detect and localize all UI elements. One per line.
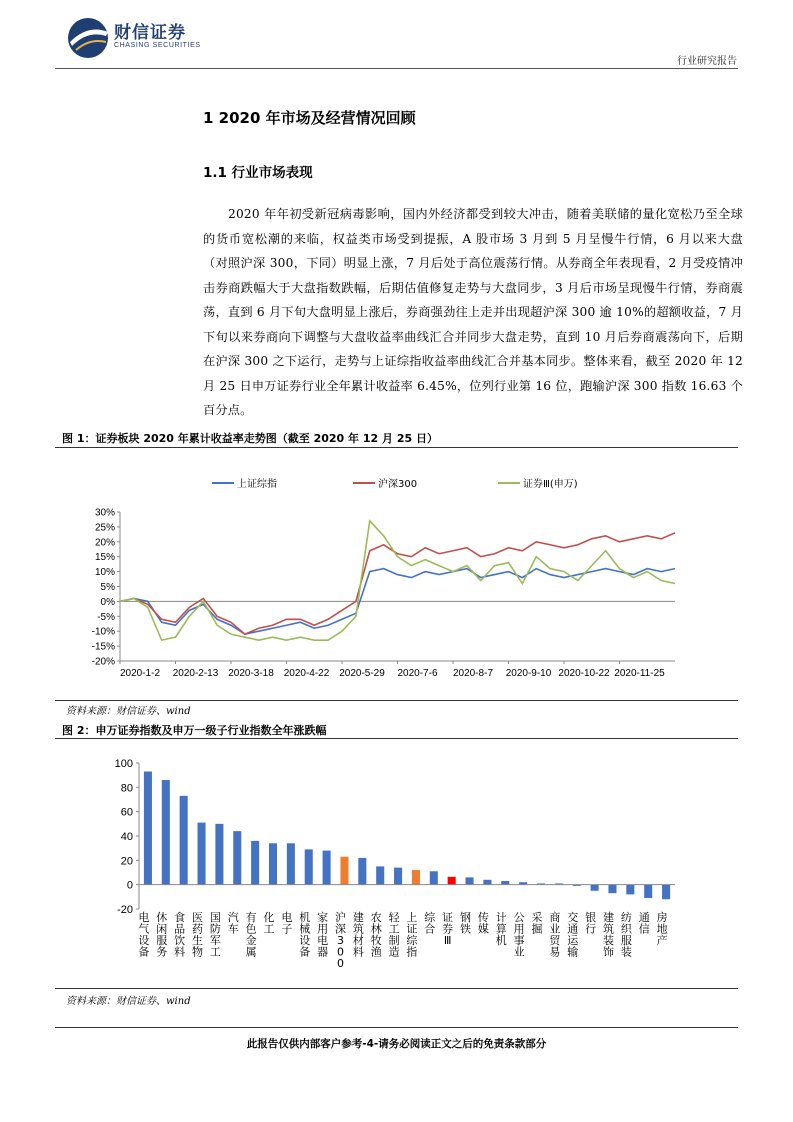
category-label-6: 有 — [245, 911, 257, 924]
category-label-9: 机 — [299, 911, 311, 924]
category-label-22: 采 — [531, 911, 543, 924]
category-label-27: 装 — [620, 945, 632, 959]
body-paragraph: 2020 年年初受新冠病毒影响，国内外经济都受到较大冲击，随着美联储的量化宽松乃至全球的货币宽松潮的来临，权益类市场受到提振，A 股市场 3 月到 5 月呈慢牛行情，6 月以来大盘（对照沪深 300，下同）明显上涨，7 月后处于高位震荡行情。从券商全年表现看，2 月受疫情冲击券商跌幅大于大盘指数跌幅，后期估值修复走势与大盘同步，3 月后市场呈现慢牛行情，券商震荡，直到 6 月下旬大盘明显上涨后，券商强劲往上走并出现超沪深 300 逾 10%的超额收益，7 月下旬以来券商向下调整与大盘收益率曲线汇合并同步大盘走势，直到 10 月后券商震荡向下，后期在沪深 300 之下运行，走势与上证综指收益率曲线汇合并基本同步。整体来看，截至 2020 年 12 月 25 日申万证券行业全年累计收益率 6.45%，位列行业第 16 位，跑输沪深 300 指数 16.63 个百分点。 — [203, 207, 743, 417]
category-label-21: 公 — [513, 911, 525, 924]
company-logo — [66, 16, 110, 60]
category-label-25: 银 — [585, 911, 597, 924]
category-label-8: 子 — [281, 922, 293, 936]
category-label-26: 饰 — [602, 945, 614, 959]
category-label-7: 工 — [263, 922, 275, 936]
y-tick-label: 100 — [114, 758, 133, 770]
category-label-16: 综 — [424, 911, 436, 924]
category-label-24: 交 — [567, 911, 579, 924]
bar-29 — [662, 885, 670, 900]
category-label-18: 钢 — [460, 911, 472, 924]
category-label-26: 筑 — [602, 922, 614, 936]
x-tick-label: 2020-8-7 — [452, 668, 494, 679]
category-label-19: 传 — [477, 911, 489, 924]
category-label-10: 用 — [317, 922, 329, 936]
y-tick-label: 80 — [120, 782, 133, 795]
figure2-source: 资料来源：财信证券、wind — [66, 996, 191, 1007]
y-tick-label: -5% — [97, 611, 115, 623]
category-label-14: 制 — [388, 934, 400, 947]
category-label-4: 工 — [209, 945, 221, 959]
bar-16 — [430, 871, 438, 884]
bar-2 — [180, 796, 188, 885]
bar-6 — [251, 841, 259, 885]
bar-27 — [626, 885, 634, 895]
bar-7 — [269, 843, 277, 884]
category-label-0: 设 — [138, 934, 150, 947]
y-tick-label: 20 — [120, 855, 133, 868]
category-label-4: 军 — [209, 934, 221, 947]
bar-20 — [501, 881, 509, 885]
category-label-13: 牧 — [370, 934, 382, 947]
category-label-12: 筑 — [352, 922, 364, 936]
x-tick-label: 2020-3-18 — [228, 668, 274, 679]
x-tick-label: 2020-1-2 — [119, 668, 161, 679]
category-label-11: 0 — [336, 945, 344, 959]
figure1-source: 资料来源：财信证券、wind — [66, 706, 191, 717]
bar-4 — [215, 824, 223, 885]
category-label-0: 电 — [138, 911, 150, 924]
bar-12 — [358, 858, 366, 885]
category-label-11: 0 — [336, 957, 344, 970]
category-label-13: 农 — [370, 911, 382, 924]
category-label-6: 金 — [245, 934, 257, 947]
category-label-20: 计 — [495, 911, 507, 924]
logo-text-cn: 财信证券 — [114, 23, 186, 43]
report-type: 行业研究报告 — [677, 56, 737, 67]
category-label-23: 业 — [549, 922, 561, 936]
category-label-21: 事 — [513, 934, 525, 947]
category-label-3: 药 — [192, 922, 204, 936]
category-label-26: 建 — [602, 911, 614, 924]
y-tick-label: 0% — [100, 596, 115, 608]
y-tick-label: 40 — [120, 831, 133, 843]
x-tick-label: 2020-5-29 — [339, 668, 385, 679]
category-label-3: 物 — [192, 945, 204, 959]
y-tick-label: 5% — [100, 582, 115, 593]
x-tick-label: 2020-11-25 — [614, 668, 665, 679]
category-label-4: 防 — [209, 922, 221, 936]
category-label-15: 证 — [406, 922, 418, 936]
bar-chart — [55, 742, 738, 987]
category-label-23: 商 — [549, 911, 561, 924]
category-label-17: 券 — [442, 922, 454, 936]
category-label-2: 品 — [174, 922, 186, 936]
category-label-27: 纺 — [620, 911, 632, 924]
y-tick-label: -20 — [117, 904, 133, 916]
y-tick-label: 30% — [94, 507, 115, 519]
figure1-top-rule — [55, 447, 738, 448]
category-label-0: 气 — [138, 922, 150, 936]
category-label-0: 备 — [138, 945, 150, 959]
category-label-2: 料 — [174, 945, 186, 959]
figure2-title: 图 2：申万证券指数及申万一级子行业指数全年涨跌幅 — [62, 724, 327, 737]
category-label-29: 产 — [656, 934, 668, 947]
category-label-12: 料 — [352, 945, 364, 959]
y-tick-label: 60 — [120, 806, 133, 819]
category-label-21: 业 — [513, 945, 525, 959]
y-tick-label: 20% — [94, 537, 115, 549]
category-label-5: 车 — [227, 922, 239, 936]
category-label-1: 闲 — [156, 922, 168, 936]
figure1-bottom-rule — [55, 700, 738, 701]
category-label-18: 铁 — [460, 922, 472, 936]
series-line-1 — [120, 533, 675, 634]
y-tick-label: 0 — [126, 879, 133, 892]
category-label-11: 沪 — [334, 911, 346, 924]
bar-13 — [376, 866, 384, 884]
category-label-1: 服 — [156, 934, 168, 947]
category-label-9: 备 — [299, 945, 311, 959]
category-label-4: 国 — [209, 911, 221, 924]
category-label-13: 渔 — [370, 945, 382, 959]
category-label-9: 械 — [299, 922, 311, 936]
category-label-3: 医 — [192, 911, 204, 924]
category-label-24: 运 — [567, 934, 579, 947]
category-label-27: 服 — [620, 934, 632, 947]
category-label-7: 化 — [263, 911, 275, 924]
logo-text-en: CHASING SECURITIES — [114, 42, 201, 49]
bar-8 — [287, 843, 295, 884]
line-chart — [55, 450, 738, 700]
category-label-12: 建 — [352, 911, 364, 924]
legend-label-2: 证券Ⅲ(申万) — [523, 479, 578, 490]
y-tick-label: 10% — [94, 567, 115, 579]
category-label-8: 电 — [281, 911, 293, 924]
bar-10 — [323, 851, 331, 885]
category-label-14: 工 — [388, 922, 400, 936]
category-label-1: 务 — [156, 945, 168, 959]
category-label-14: 轻 — [388, 911, 400, 924]
category-label-24: 通 — [567, 922, 579, 936]
category-label-19: 媒 — [477, 922, 489, 936]
bar-1 — [162, 780, 170, 885]
y-tick-label: 25% — [94, 522, 115, 534]
category-label-9: 设 — [299, 934, 311, 947]
category-label-3: 生 — [192, 934, 204, 947]
category-label-15: 综 — [406, 934, 418, 947]
bar-26 — [608, 885, 616, 894]
category-label-1: 休 — [156, 911, 168, 924]
category-label-2: 食 — [174, 911, 186, 924]
category-label-25: 行 — [585, 922, 597, 936]
y-tick-label: -10% — [91, 626, 115, 638]
figure2-bottom-rule — [55, 988, 738, 989]
footer-disclaimer: 此报告仅供内部客户参考-4-请务必阅读正文之后的免责条款部分 — [246, 1038, 547, 1050]
section-title: 1 2020 年市场及经营情况回顾 — [203, 109, 416, 127]
bar-3 — [198, 823, 206, 885]
x-tick-label: 2020-4-22 — [283, 668, 330, 679]
y-tick-label: -15% — [91, 641, 115, 653]
category-label-12: 材 — [352, 934, 364, 947]
bar-25 — [591, 885, 599, 891]
bar-15 — [412, 870, 420, 885]
category-label-11: 深 — [334, 922, 346, 936]
category-label-11: 3 — [336, 934, 344, 947]
category-label-6: 属 — [245, 945, 257, 959]
category-label-22: 掘 — [531, 922, 543, 936]
header-divider — [55, 68, 738, 69]
category-label-15: 指 — [406, 945, 418, 959]
bar-0 — [144, 772, 152, 885]
x-tick-label: 2020-2-13 — [172, 668, 219, 679]
footer-rule — [55, 1027, 738, 1028]
category-label-28: 信 — [638, 922, 650, 936]
category-label-10: 器 — [317, 945, 329, 959]
category-label-29: 地 — [656, 922, 668, 936]
category-label-15: 上 — [406, 911, 418, 924]
category-label-6: 色 — [245, 922, 257, 936]
bar-11 — [340, 857, 348, 885]
y-tick-label: -20% — [91, 656, 115, 668]
category-label-24: 输 — [567, 945, 579, 959]
bar-14 — [394, 868, 402, 885]
category-label-23: 易 — [549, 945, 561, 959]
legend-label-0: 上证综指 — [237, 479, 277, 490]
category-label-20: 算 — [495, 922, 507, 936]
x-tick-label: 2020-7-6 — [397, 668, 438, 679]
category-label-5: 汽 — [227, 911, 239, 924]
category-label-20: 机 — [495, 934, 507, 947]
bar-28 — [644, 885, 652, 898]
category-label-14: 造 — [388, 945, 400, 959]
category-label-29: 房 — [656, 911, 668, 924]
category-label-10: 家 — [317, 911, 329, 924]
category-label-17: 证 — [442, 911, 454, 924]
bar-19 — [483, 880, 491, 885]
category-label-27: 织 — [620, 922, 632, 936]
bar-5 — [233, 831, 241, 885]
subsection-title: 1.1 行业市场表现 — [203, 165, 313, 181]
figure2-top-rule — [55, 738, 738, 739]
x-tick-label: 2020-10-22 — [558, 668, 610, 679]
category-label-28: 通 — [638, 911, 650, 924]
bar-17 — [448, 877, 456, 885]
x-tick-label: 2020-9-10 — [505, 668, 552, 679]
category-label-26: 装 — [602, 934, 614, 947]
category-label-23: 贸 — [549, 934, 561, 947]
figure1-title: 图 1：证券板块 2020 年累计收益率走势图（截至 2020 年 12 月 25 日） — [62, 432, 438, 445]
category-label-17: Ⅲ — [443, 934, 452, 947]
category-label-16: 合 — [424, 922, 436, 936]
category-label-13: 林 — [370, 922, 382, 936]
y-tick-label: 15% — [94, 552, 115, 564]
category-label-21: 用 — [513, 922, 525, 936]
bar-9 — [305, 849, 313, 884]
bar-18 — [466, 877, 474, 884]
legend-label-1: 沪深300 — [378, 479, 418, 490]
category-label-10: 电 — [317, 934, 329, 947]
category-label-2: 饮 — [174, 934, 186, 947]
